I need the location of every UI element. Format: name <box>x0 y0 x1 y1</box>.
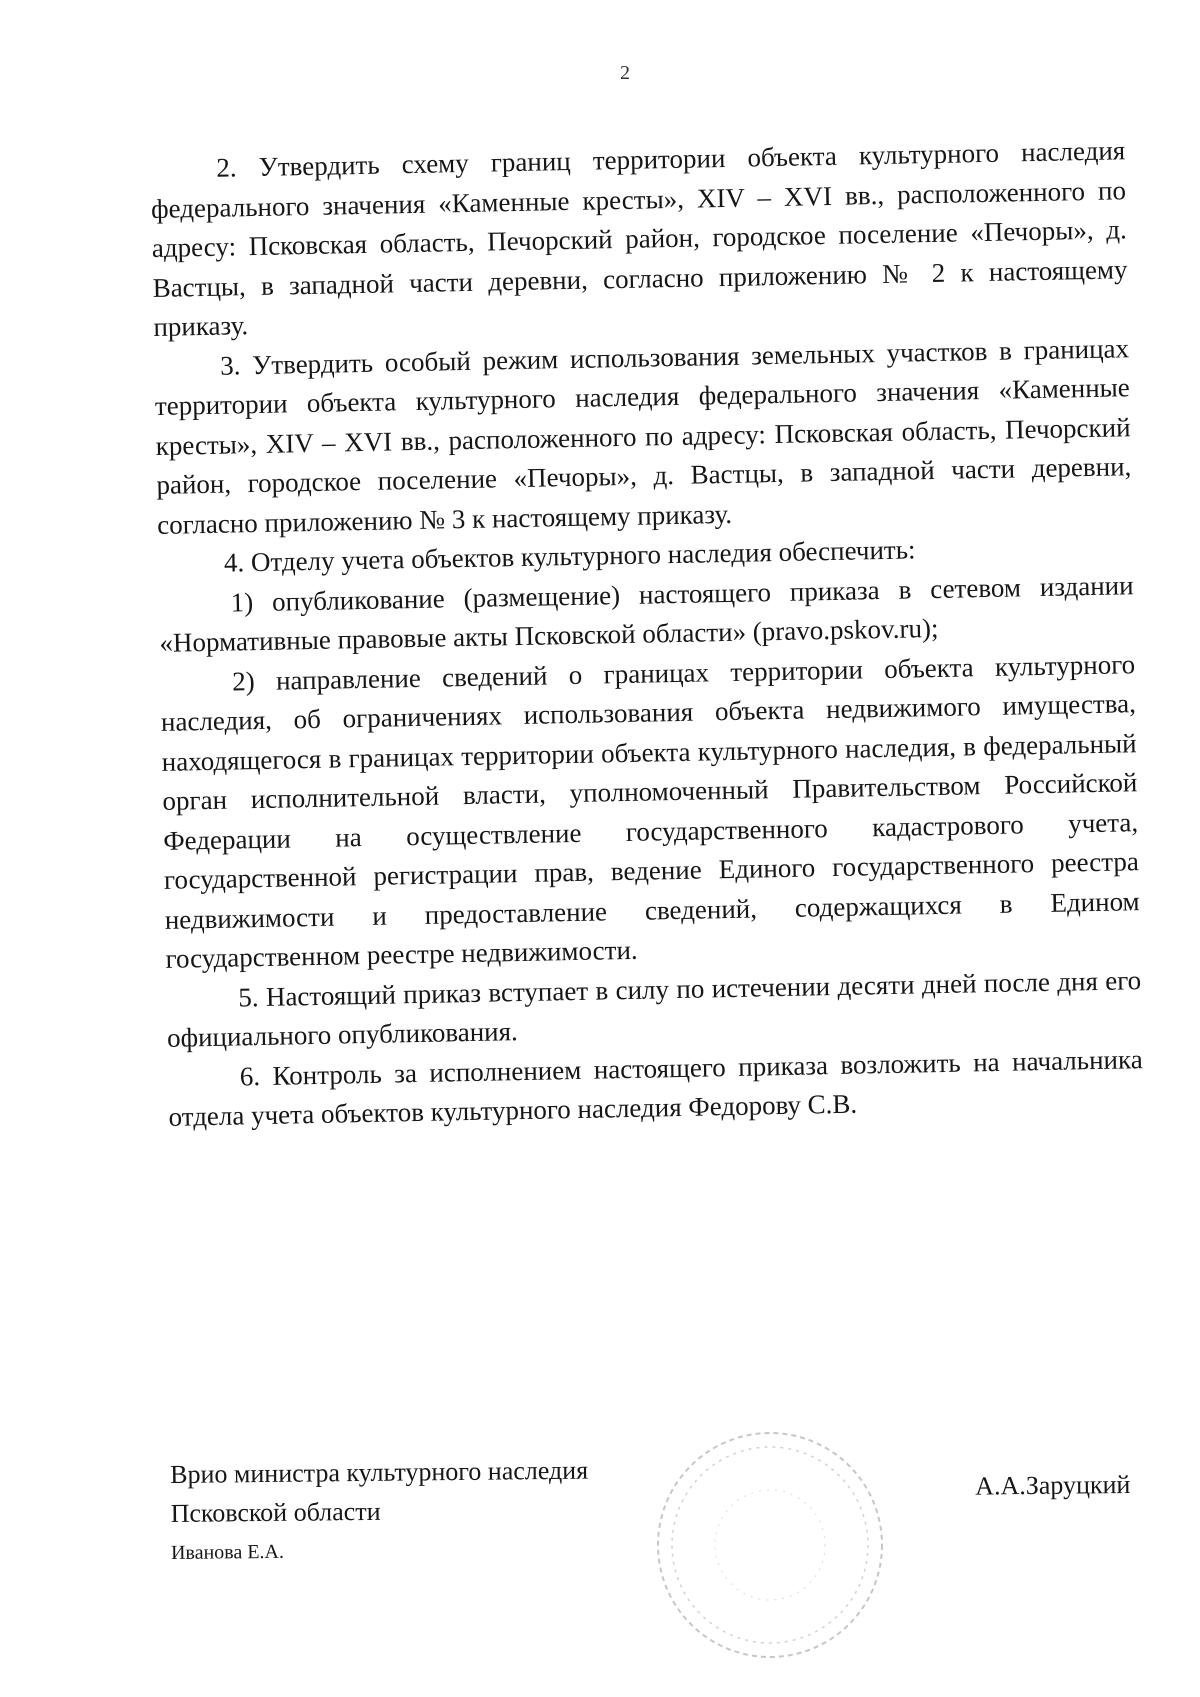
paragraph-3: 3. Утвердить особый режим использования земельных участков в границах территории объекта культурного наследия федерального значения «Каменные кресты», XIV – XVI вв., расположенного по адресу: Псковская область, Печорский район, городское поселение «Печоры», д. Вастцы, в западной части деревни, согласно приложению № 3 к настоящему приказу. <box>154 332 1132 540</box>
paragraph-4: 4. Отделу учета объектов культурного наследия обеспечить: <box>223 534 916 578</box>
signatory-name: А.А.Заруцкий <box>975 1469 1131 1501</box>
executor-name: Иванова Е.А. <box>170 1540 285 1564</box>
page-number: 2 <box>620 62 630 84</box>
document-body <box>150 131 1144 1137</box>
paragraph-2: 2. Утвердить схему границ территории объекта культурного наследия федерального значения «Каменные кресты», XIV – XVI вв., расположенного по адресу: Псковская область, Печорский район, городское поселение «Печоры», д. Вастцы, в западной части деревни, согласно приложению № 2 к настоящему приказу. <box>150 135 1128 342</box>
paragraph-4-item-1: 1) опубликование (размещение) настоящего приказа в сетевом издании «Нормативные правовые акты Псковской области» (pravo.pskov.ru); <box>159 569 1134 658</box>
paragraph-4-item-2: 2) направление сведений о границах территории объекта культурного наследия, об ограничениях использования объекта недвижимого имущества, находящегося в границах территории объекта культурного наследия, в федеральный орган исполнительной власти, уполномоченный Правительством Российской Федерации на осуществление государственного кадастрового учета, государственной регистрации прав, ведение Единого государственного реестра недвижимости и предоставление сведений, содержащихся в Едином государственном реестре недвижимости. <box>160 648 1140 974</box>
signature-block <box>170 1445 1131 1567</box>
signatory-position-line2: Псковской области <box>170 1496 381 1528</box>
paragraph-6: 6. Контроль за исполнением настоящего приказа возложить на начальника отдела учета объектов культурного наследия Федорову С.В. <box>168 1043 1143 1132</box>
signatory-position-line1: Врио министра культурного наследия <box>170 1455 589 1489</box>
paragraph-5: 5. Настоящий приказ вступает в силу по истечении десяти дней после дня его официального опубликования. <box>166 964 1142 1053</box>
